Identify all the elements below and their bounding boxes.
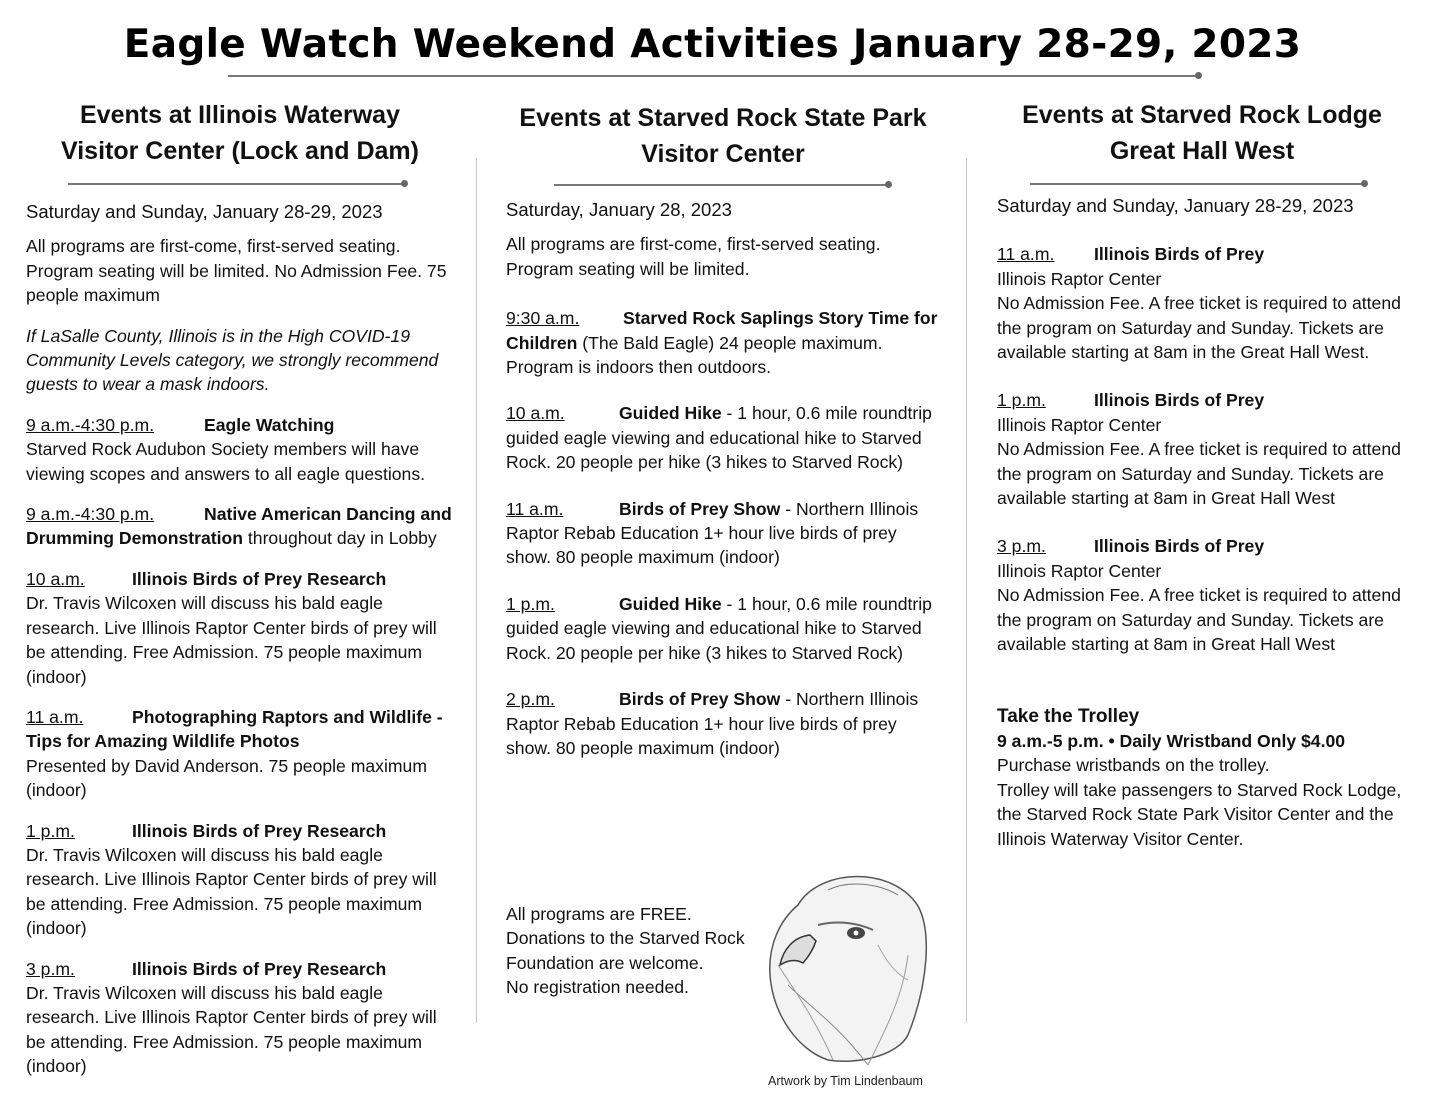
trolley-hours: 9 a.m.-5 p.m. • Daily Wristband Only $4.00 (997, 730, 1346, 751)
artwork-credit: Artwork by Tim Lindenbaum (768, 1074, 923, 1088)
event-desc: Starved Rock Audubon Society members will have viewing scopes and answers to all eagle questions. (26, 439, 426, 484)
event-title: Illinois Birds of Prey Research (132, 820, 387, 841)
col1-heading-line2: Visitor Center (Lock and Dam) (61, 137, 419, 165)
event-item (506, 401, 938, 474)
event-org: Illinois Raptor Center (997, 560, 1162, 581)
event-desc: Dr. Travis Wilcoxen will discuss his bald eagle research. Live Illinois Raptor Center birds of prey will be attending. Free Admission. 75 people maximum (indoor) (26, 844, 437, 939)
event-item (506, 497, 938, 570)
event-item (997, 534, 1417, 656)
col2-heading (500, 100, 946, 172)
event-org: Illinois Raptor Center (997, 414, 1162, 435)
event-title: Starved Rock Saplings Story Time for Children (506, 308, 938, 353)
trolley-line1: Purchase wristbands on the trolley. (997, 755, 1270, 776)
event-title: Illinois Birds of Prey Research (132, 958, 387, 979)
event-item (26, 567, 458, 689)
col2-footer (506, 902, 766, 1000)
event-item (26, 705, 458, 803)
event-desc: - Northern Illinois Raptor Rebab Education 1+ hour live birds of prey show. 80 people maximum (indoor) (506, 689, 919, 758)
event-title: Photographing Raptors and Wildlife - Tips for Amazing Wildlife Photos (26, 706, 443, 752)
col3-date: Saturday and Sunday, January 28-29, 2023 (997, 195, 1354, 216)
event-title: Illinois Birds of Prey (1094, 536, 1265, 557)
col1-date: Saturday and Sunday, January 28-29, 2023 (26, 201, 383, 222)
event-time: 1 p.m. (26, 820, 75, 841)
footer-line: Foundation are welcome. (506, 952, 704, 973)
page-title: Eagle Watch Weekend Activities January 28-29, 2023 (123, 22, 1302, 67)
event-org: Illinois Raptor Center (997, 268, 1162, 289)
event-desc: - Northern Illinois Raptor Rebab Education 1+ hour live birds of prey show. 80 people maximum (indoor) (506, 498, 919, 568)
col1-heading-line1: Events at Illinois Waterway (79, 101, 400, 129)
event-time: 11 a.m. (997, 244, 1055, 265)
event-desc: throughout day in Lobby (243, 528, 437, 549)
event-item (997, 388, 1417, 510)
event-time: 2 p.m. (506, 689, 555, 710)
col1-body (26, 200, 458, 1095)
col3-heading-line1: Events at Starved Rock Lodge (1022, 101, 1382, 129)
col2-heading-line2: Visitor Center (641, 140, 805, 168)
col2-heading-line1: Events at Starved Rock State Park (519, 104, 927, 132)
event-title: Guided Hike (619, 593, 722, 614)
footer-line: Donations to the Starved Rock (506, 928, 745, 949)
event-title: Illinois Birds of Prey (1094, 244, 1265, 265)
col3-heading-line2: Great Hall West (1109, 137, 1295, 165)
col3-body (997, 194, 1417, 851)
event-item (26, 819, 458, 941)
event-item (26, 957, 458, 1079)
event-item (506, 592, 938, 665)
event-desc: Dr. Travis Wilcoxen will discuss his bald eagle research. Live Illinois Raptor Center birds of prey will be attending. Free Admission. 75 people maximum (indoor) (26, 982, 437, 1077)
event-title: Illinois Birds of Prey Research (132, 568, 387, 589)
trolley-section (997, 705, 1417, 851)
event-title: Guided Hike (619, 403, 722, 424)
event-title: Illinois Birds of Prey (1094, 390, 1265, 411)
trolley-heading: Take the Trolley (997, 705, 1140, 727)
event-time: 11 a.m. (26, 706, 84, 727)
event-title: Eagle Watching (204, 414, 335, 435)
event-time: 9 a.m.-4:30 p.m. (26, 504, 155, 525)
col3-heading (980, 97, 1424, 169)
event-time: 10 a.m. (506, 403, 565, 424)
event-desc: - 1 hour, 0.6 mile roundtrip guided eagle viewing and educational hike to Starved Rock. 20 people per hike (3 hikes to Starved Rock) (506, 403, 932, 473)
event-time: 9 a.m.-4:30 p.m. (26, 414, 155, 435)
event-time: 3 p.m. (997, 536, 1046, 557)
col2-date: Saturday, January 28, 2023 (506, 199, 732, 220)
column-divider-right (966, 158, 967, 1023)
event-item (26, 502, 458, 551)
event-desc: No Admission Fee. A free ticket is required to attend the program on Saturday and Sunday. Tickets are available starting at 8am in Great Hall West (997, 439, 1401, 509)
event-desc: Dr. Travis Wilcoxen will discuss his bald eagle research. Live Illinois Raptor Center birds of prey will be attending. Free Admission. 75 people maximum (indoor) (26, 593, 437, 687)
footer-line: No registration needed. (506, 977, 689, 998)
trolley-line2: Trolley will take passengers to Starved Rock Lodge, the Starved Rock State Park Visitor Center and the Illinois Waterway Visitor Center. (997, 779, 1402, 849)
col2-divider (554, 184, 888, 186)
col2-intro: All programs are first-come, first-served seating. Program seating will be limited. (506, 234, 881, 279)
eagle-artwork (758, 865, 938, 1070)
title-divider (228, 75, 1198, 77)
footer-line: All programs are FREE. (506, 904, 692, 924)
event-time: 10 a.m. (26, 568, 85, 589)
event-title: Birds of Prey Show (619, 689, 781, 710)
event-desc: No Admission Fee. A free ticket is required to attend the program on Saturday and Sunday. Tickets are available starting at 8am in Great Hall West (997, 585, 1401, 655)
event-time: 1 p.m. (506, 593, 555, 614)
column-divider-left (476, 158, 477, 1023)
event-time: 1 p.m. (997, 390, 1046, 411)
event-desc: Presented by David Anderson. 75 people maximum (indoor) (26, 755, 427, 801)
event-item (506, 687, 938, 760)
col1-divider (68, 183, 404, 185)
event-item (26, 413, 458, 486)
col1-heading (20, 97, 460, 169)
event-desc: No Admission Fee. A free ticket is required to attend the program on Saturday and Sunday. Tickets are available starting at 8am in the Great Hall West. (997, 293, 1401, 363)
col2-body (506, 198, 938, 776)
event-desc: - 1 hour, 0.6 mile roundtrip guided eagle viewing and educational hike to Starved Rock. 20 people per hike (3 hikes to Starved Rock) (506, 593, 932, 663)
event-item (506, 306, 938, 379)
event-time: 9:30 a.m. (506, 308, 580, 329)
event-desc: (The Bald Eagle) 24 people maximum. Program is indoors then outdoors. (506, 332, 883, 378)
col3-divider (1030, 183, 1364, 185)
col1-covid-note: If LaSalle County, Illinois is in the High COVID-19 Community Levels category, we strongly recommend guests to wear a mask indoors. (26, 325, 439, 395)
event-time: 11 a.m. (506, 498, 564, 519)
col1-intro: All programs are first-come, first-served seating. Program seating will be limited. No Admission Fee. 75 people maximum (26, 236, 447, 306)
event-title: Birds of Prey Show (619, 498, 781, 519)
event-item (997, 242, 1417, 364)
event-time: 3 p.m. (26, 958, 75, 979)
event-title: Native American Dancing and Drumming Demonstration (26, 504, 452, 549)
